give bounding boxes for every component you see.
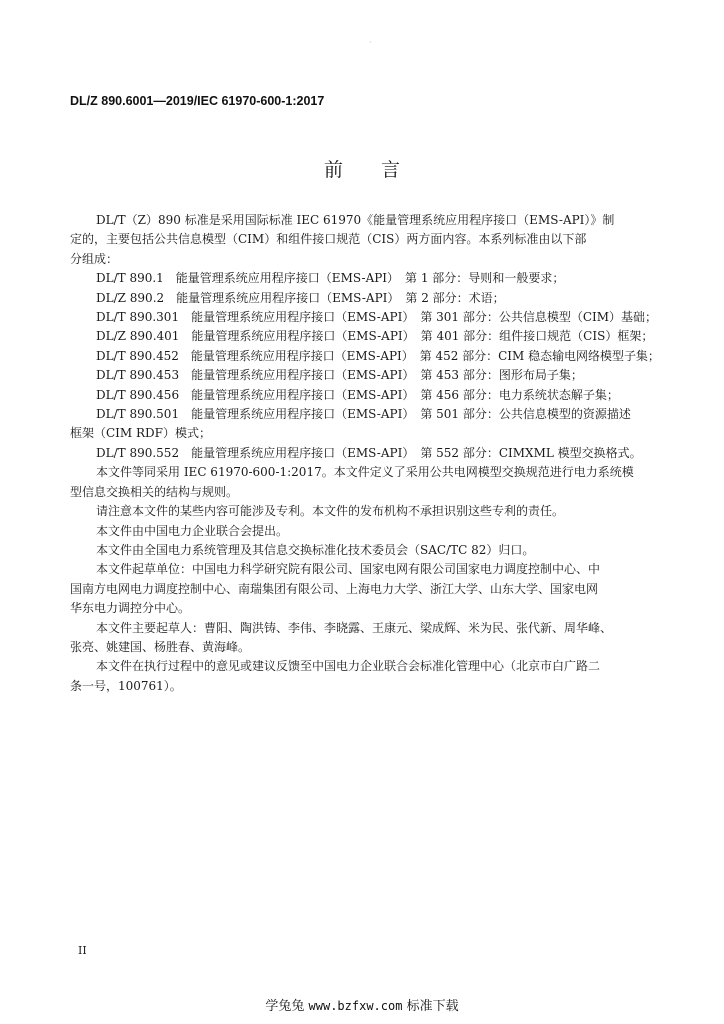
part-item: DL/T 890.301 能量管理系统应用程序接口（EMS-API） 第 301 部分：公共信息模型（CIM）基础；: [96, 310, 658, 325]
paragraph-line: 型信息交换相关的结构与规则。: [70, 484, 239, 499]
footer-url: www.bzfxw.com: [308, 999, 403, 1013]
paragraph-line: 国南方电网电力调度控制中心、南瑞集团有限公司、上海电力大学、浙江大学、山东大学、国家电网: [70, 581, 599, 596]
paragraph-line: 本文件主要起草人：曹阳、陶洪铸、李伟、李晓露、王康元、梁成辉、米为民、张代新、周华峰、: [96, 620, 613, 635]
intro-line: 分组成：: [70, 251, 119, 266]
part-item: DL/T 890.452 能量管理系统应用程序接口（EMS-API） 第 452 部分：CIM 稳态输电网络模型子集；: [96, 348, 660, 363]
part-item: DL/T 890.552 能量管理系统应用程序接口（EMS-API） 第 552 部分：CIMXML 模型交换格式。: [96, 445, 642, 460]
part-line: 框架（CIM RDF）模式；: [70, 426, 212, 441]
footer-tagline: 标准下载: [406, 999, 459, 1014]
paragraph-line: 本文件等同采用 IEC 61970-600-1:2017。本文件定义了采用公共电网模型交换规范进行电力系统模: [96, 465, 634, 480]
part-item: DL/Z 890.401 能量管理系统应用程序接口（EMS-API） 第 401 部分：组件接口规范（CIS）框架；: [96, 329, 654, 344]
feedback-paragraph: [70, 657, 660, 696]
paragraph-line: 本文件在执行过程中的意见或建议反馈至中国电力企业联合会标准化管理中心（北京市白广路二: [96, 659, 601, 674]
proposed-paragraph: 本文件由中国电力企业联合会提出。: [96, 523, 289, 538]
part-item: DL/T 890.1 能量管理系统应用程序接口（EMS-API） 第 1 部分：导则和一般要求；: [96, 271, 565, 286]
drafting-units-paragraph: [70, 560, 660, 618]
paragraph-line: 张亮、姚建国、杨胜春、黄海峰。: [70, 639, 251, 654]
foreword-body: [70, 211, 660, 696]
parts-list: [70, 269, 660, 463]
paragraph-line: 条一号，100761）。: [70, 678, 182, 693]
title-char-1: 前: [323, 159, 343, 181]
intro-paragraph: [70, 211, 660, 269]
part-item: DL/T 890.453 能量管理系统应用程序接口（EMS-API） 第 453 部分：图形布局子集；: [96, 368, 583, 383]
managed-paragraph: 本文件由全国电力系统管理及其信息交换标准化技术委员会（SAC/TC 82）归口。: [96, 542, 535, 557]
scan-mark: ·: [369, 38, 372, 47]
standard-code: DL/Z 890.6001—2019/IEC 61970-600-1:2017: [70, 94, 325, 108]
intro-line: 定的，主要包括公共信息模型（CIM）和组件接口规范（CIS）两方面内容。本系列标准由以下部: [70, 232, 587, 247]
paragraph-line: 本文件起草单位：中国电力科学研究院有限公司、国家电网有限公司国家电力调度控制中心、中: [96, 562, 601, 577]
page-title: [0, 155, 724, 182]
footer-watermark: [0, 995, 724, 1014]
page-number: II: [78, 944, 87, 957]
part-item-501: [70, 405, 660, 444]
part-line: DL/T 890.501 能量管理系统应用程序接口（EMS-API） 第 501 部分：公共信息模型的资源描述: [96, 407, 631, 422]
drafters-paragraph: [70, 619, 660, 658]
paragraph-line: 华东电力调控分中心。: [70, 601, 191, 616]
intro-line: DL/T（Z）890 标准是采用国际标准 IEC 61970《能量管理系统应用程序接口（EMS-API）》制: [96, 213, 615, 227]
part-item: DL/T 890.456 能量管理系统应用程序接口（EMS-API） 第 456 部分：电力系统状态解子集；: [96, 387, 619, 402]
part-item: DL/Z 890.2 能量管理系统应用程序接口（EMS-API） 第 2 部分：术语；: [96, 290, 505, 305]
patent-paragraph: 请注意本文件的某些内容可能涉及专利。本文件的发布机构不承担识别这些专利的责任。: [96, 504, 565, 519]
footer-site-name: 学兔兔: [265, 999, 305, 1014]
title-char-2: 言: [381, 159, 401, 181]
equivalence-paragraph: [70, 463, 660, 502]
